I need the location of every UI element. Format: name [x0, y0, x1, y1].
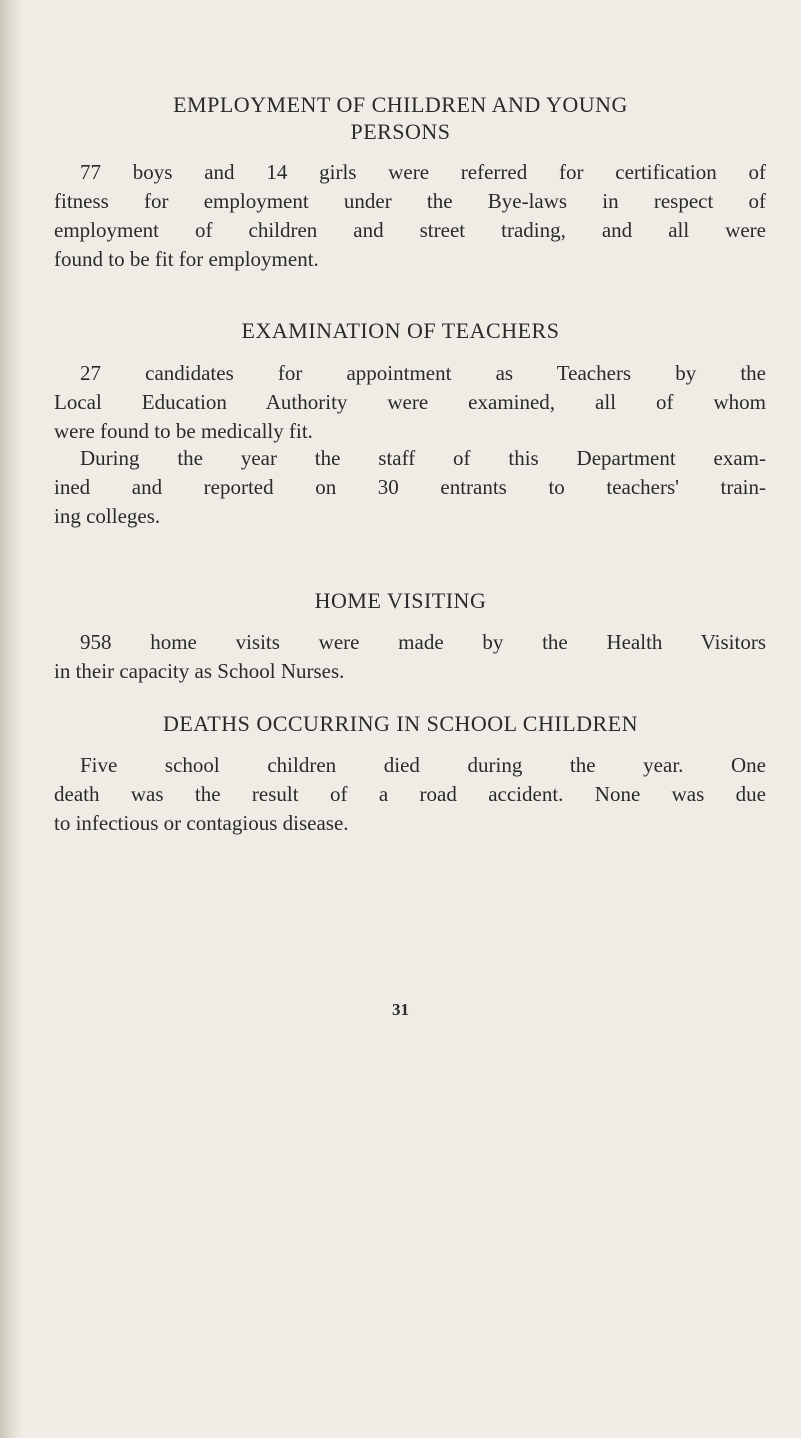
text-line: Local Education Authority were examined, all of whom — [54, 390, 766, 414]
text-line: ined and reported on 30 entrants to teachers' train- — [54, 475, 766, 499]
text-line: found to be fit for employment. — [54, 247, 319, 271]
text-line: Five school children died during the year. One — [80, 753, 766, 777]
paragraph-training-college-entrants — [54, 444, 766, 531]
text-line: employment of children and street trading, and all were — [54, 218, 766, 242]
text-line: 958 home visits were made by the Health Visitors — [80, 630, 766, 654]
paragraph-deaths — [54, 751, 766, 838]
text-line: 77 boys and 14 girls were referred for certification of — [80, 160, 766, 184]
paragraph-home-visits — [54, 628, 766, 686]
text-line: fitness for employment under the Bye-laws in respect of — [54, 189, 766, 213]
section-heading-deaths-in-school-children: DEATHS OCCURRING IN SCHOOL CHILDREN — [162, 711, 639, 736]
text-line: were found to be medically fit. — [54, 419, 313, 443]
section-heading-employment-line2: PERSONS — [350, 119, 451, 144]
text-line: in their capacity as School Nurses. — [54, 659, 345, 683]
text-line: During the year the staff of this Department exam- — [80, 446, 766, 470]
page-number: 31 — [392, 1000, 409, 1019]
text-line: 27 candidates for appointment as Teachers by the — [80, 361, 766, 385]
section-heading-examination-of-teachers: EXAMINATION OF TEACHERS — [241, 318, 560, 343]
text-line: to infectious or contagious disease. — [54, 811, 349, 835]
section-heading-home-visiting: HOME VISITING — [314, 588, 487, 613]
paragraph-teacher-candidates — [54, 359, 766, 446]
paragraph-employment — [54, 158, 766, 274]
text-line: death was the result of a road accident. None was due — [54, 782, 766, 806]
text-line: ing colleges. — [54, 504, 161, 528]
section-heading-employment: EMPLOYMENT OF CHILDREN AND YOUNG — [173, 92, 628, 117]
